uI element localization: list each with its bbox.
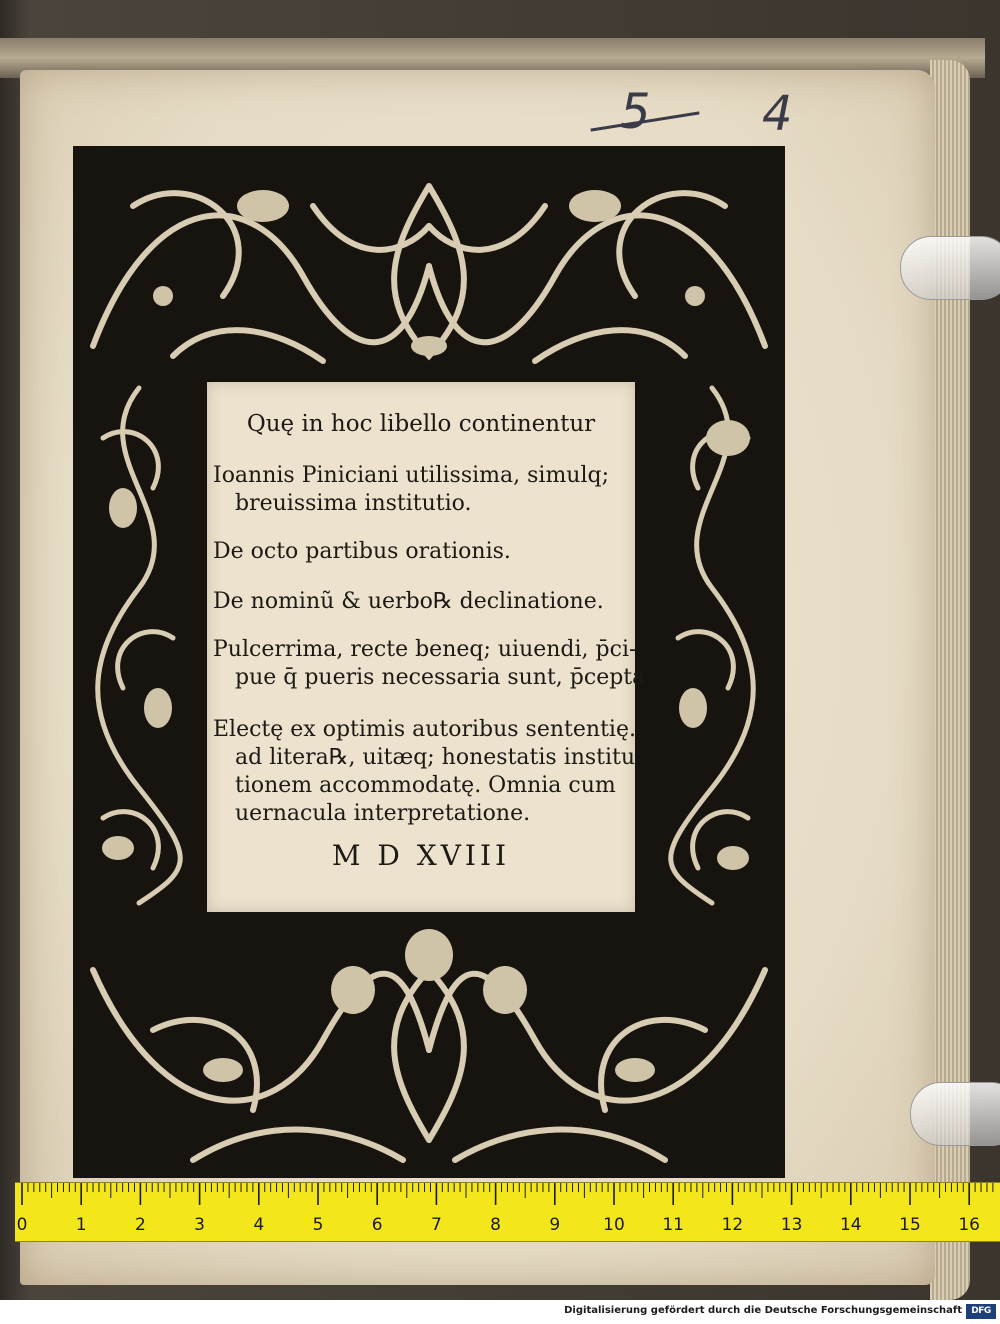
entry-sententie-line-4: uernacula interpretatione. <box>235 801 531 826</box>
ruler-number: 11 <box>662 1215 685 1235</box>
entry-sententie-line-2: ad litera℞, uitæq; honestatis institu <box>235 745 636 770</box>
entry-sententie-line-1: Electę ex optimis autoribus sententię. <box>213 717 636 742</box>
ruler-number: 9 <box>549 1215 561 1235</box>
footer-credit: Digitalisierung gefördert durch die Deutsche Forschungsgemeinschaft <box>564 1305 962 1316</box>
page-clip-bottom <box>910 1082 1000 1146</box>
ruler-number: 15 <box>899 1215 921 1235</box>
ruler-number: 10 <box>603 1215 625 1235</box>
ruler-number: 2 <box>134 1215 146 1235</box>
title-heading: Quę in hoc libello continentur <box>246 411 596 437</box>
pencil-number-struck: 5 <box>620 84 651 140</box>
ruler-number: 7 <box>430 1215 442 1235</box>
ruler-number: 4 <box>253 1215 265 1235</box>
title-text-panel <box>207 382 646 912</box>
woodcut-border-top <box>73 146 785 378</box>
entry-sententie-line-3: tionem accommodatę. Omnia cum <box>235 773 616 798</box>
woodcut-border-bottom <box>73 910 785 1178</box>
woodcut-border-right <box>638 378 785 910</box>
ruler-number: 0 <box>16 1215 28 1235</box>
ruler-number: 16 <box>958 1215 981 1235</box>
ruler-number: 1 <box>75 1215 87 1235</box>
entry-pulcerrima-line-1: Pulcerrima, recte beneq; uiuendi, p̄ci- <box>213 637 637 662</box>
ruler-number: 5 <box>312 1215 324 1235</box>
pencil-number-current: 4 <box>762 86 793 142</box>
entry-declinatione: De nominũ & uerbo℞ declinatione. <box>213 589 604 614</box>
ruler-number: 12 <box>721 1215 744 1235</box>
page-clip-top <box>900 236 1000 300</box>
entry-institutio-line-2: breuissima institutio. <box>235 491 472 516</box>
ruler-number: 14 <box>839 1215 862 1235</box>
entry-pulcerrima-line-2: pue q̄ pueris necessaria sunt, p̄cepta <box>235 665 646 690</box>
footer <box>0 1300 1000 1324</box>
scale-ruler <box>15 1182 1000 1242</box>
entry-institutio-line-1: Ioannis Piniciani utilissima, simulq; <box>213 463 610 488</box>
ruler-number: 13 <box>780 1215 803 1235</box>
dfg-logo: DFG <box>966 1304 996 1319</box>
ruler-number: 3 <box>194 1215 206 1235</box>
publication-year: M D XVIII <box>331 839 511 872</box>
ruler-number: 6 <box>371 1215 383 1235</box>
ruler-number: 8 <box>490 1215 502 1235</box>
entry-partibus-orationis: De octo partibus orationis. <box>213 539 511 564</box>
woodcut-border-left <box>73 378 206 910</box>
